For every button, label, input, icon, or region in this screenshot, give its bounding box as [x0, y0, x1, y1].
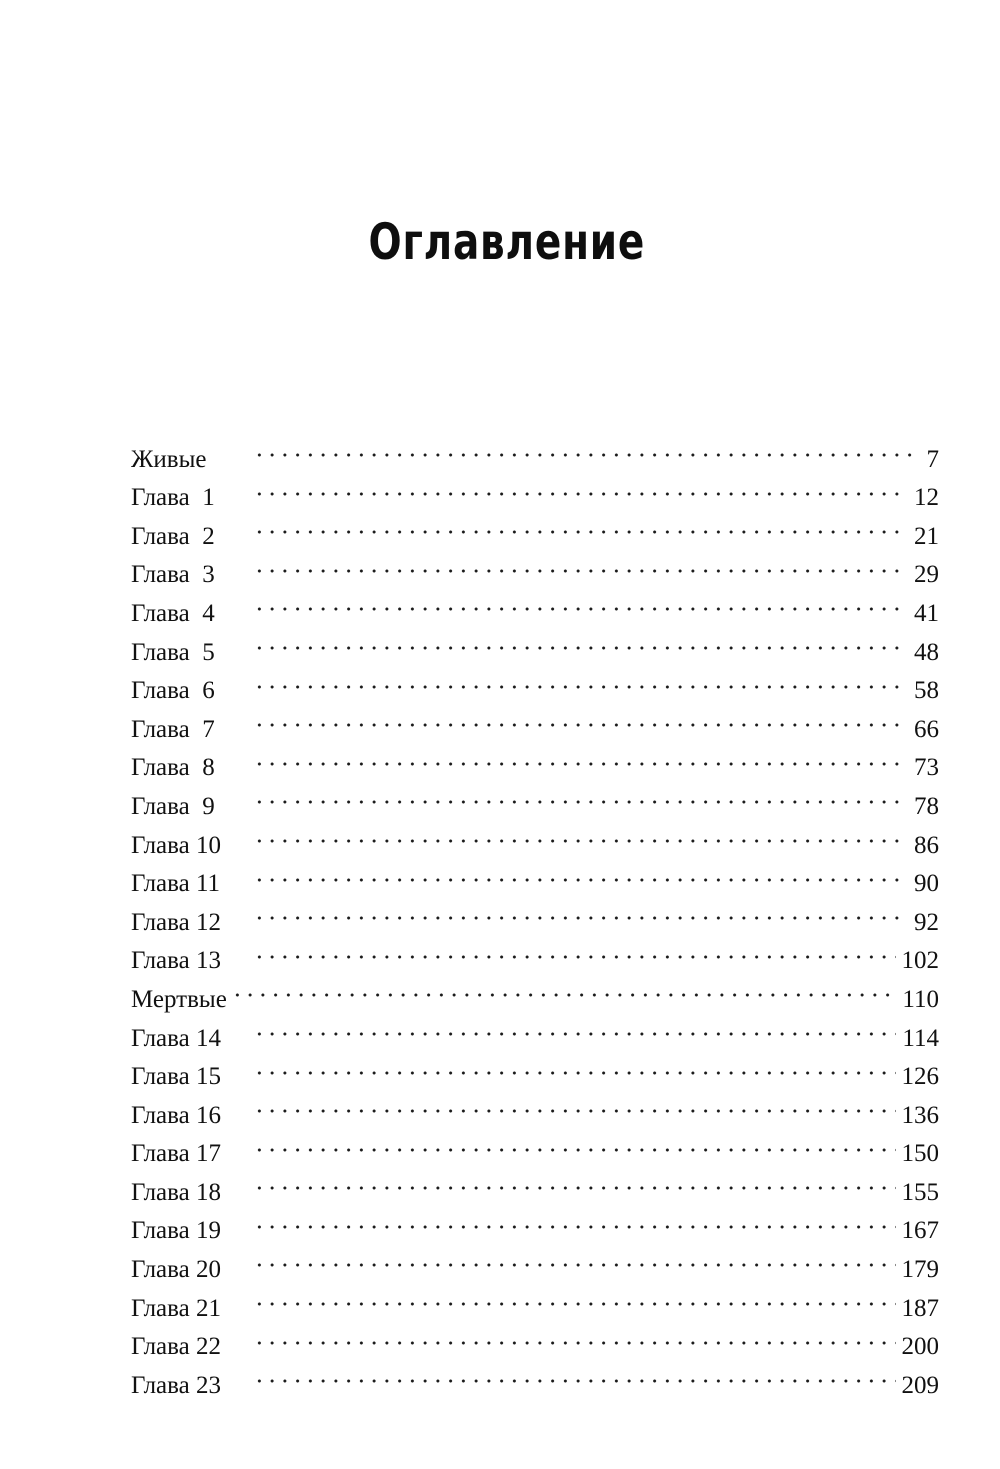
toc-entry[interactable]	[131, 1200, 939, 1245]
toc-page-number: 102	[901, 947, 939, 975]
toc-page-number: 136	[901, 1101, 939, 1129]
toc-entry[interactable]	[131, 582, 939, 627]
toc-dot-leader	[253, 1200, 896, 1239]
toc-dot-leader	[253, 775, 908, 814]
page-title: Оглавление	[368, 212, 646, 271]
toc-entry-label: Глава 14	[131, 1024, 221, 1052]
toc-page-number: 29	[914, 561, 939, 589]
toc-dot-leader	[253, 1277, 896, 1316]
toc-page-number: 167	[901, 1217, 939, 1245]
toc-entry[interactable]	[131, 544, 939, 589]
toc-page-number: 66	[914, 715, 939, 743]
toc-entry[interactable]	[131, 1123, 939, 1168]
toc-dot-leader	[253, 1046, 896, 1085]
toc-entry[interactable]	[131, 1084, 939, 1129]
toc-entry-label: Глава 2	[131, 522, 215, 550]
toc-entry-label: Глава 1	[131, 484, 215, 512]
toc-dot-leader	[231, 968, 897, 1007]
toc-entry[interactable]	[131, 660, 939, 705]
toc-page-number: 86	[914, 831, 939, 859]
toc-entry-label: Глава 20	[131, 1256, 221, 1284]
toc-entry-label: Глава 15	[131, 1063, 221, 1091]
toc-dot-leader	[253, 1161, 896, 1200]
toc-entry[interactable]	[131, 775, 939, 820]
toc-page-number: 126	[901, 1063, 939, 1091]
toc-entry-label: Глава 9	[131, 792, 215, 820]
toc-page-number: 90	[914, 870, 939, 898]
toc-entry[interactable]	[131, 1354, 939, 1399]
toc-dot-leader	[253, 505, 908, 544]
toc-entry-label: Глава 12	[131, 908, 221, 936]
toc-dot-leader	[253, 853, 908, 892]
toc-entry[interactable]	[131, 891, 939, 936]
toc-dot-leader	[253, 1123, 896, 1162]
toc-page-number: 209	[901, 1371, 939, 1399]
toc-page-number: 7	[926, 445, 939, 473]
toc-entry[interactable]	[131, 1046, 939, 1091]
toc-dot-leader	[253, 660, 908, 699]
toc-dot-leader	[253, 891, 908, 930]
toc-entry-label: Глава 22	[131, 1333, 221, 1361]
toc-dot-leader	[253, 698, 908, 737]
toc-dot-leader	[253, 621, 908, 660]
toc-dot-leader	[253, 428, 919, 467]
table-of-contents	[131, 428, 939, 1399]
toc-entry-label: Глава 10	[131, 831, 221, 859]
toc-dot-leader	[253, 1007, 896, 1046]
toc-entry-label: Глава 3	[131, 561, 215, 589]
toc-page-number: 78	[914, 792, 939, 820]
toc-entry-label: Глава 13	[131, 947, 221, 975]
toc-entry[interactable]	[131, 1007, 939, 1052]
toc-entry-label: Глава 16	[131, 1101, 221, 1129]
toc-entry[interactable]	[131, 737, 939, 782]
toc-entry[interactable]	[131, 467, 939, 512]
toc-dot-leader	[253, 582, 908, 621]
toc-dot-leader	[253, 1238, 896, 1277]
toc-page-number: 179	[901, 1256, 939, 1284]
toc-page-number: 58	[914, 677, 939, 705]
toc-entry-label: Глава 11	[131, 870, 221, 898]
toc-entry[interactable]	[131, 428, 939, 473]
toc-entry-label: Глава 7	[131, 715, 215, 743]
toc-page-number: 48	[914, 638, 939, 666]
toc-dot-leader	[253, 544, 908, 583]
toc-page-number: 41	[914, 599, 939, 627]
toc-dot-leader	[253, 814, 908, 853]
toc-entry[interactable]	[131, 621, 939, 666]
toc-entry[interactable]	[131, 930, 939, 975]
toc-entry[interactable]	[131, 1316, 939, 1361]
toc-entry-label: Глава 23	[131, 1371, 221, 1399]
toc-entry[interactable]	[131, 1277, 939, 1322]
toc-entry[interactable]	[131, 814, 939, 859]
toc-entry-label: Живые	[131, 445, 207, 473]
toc-entry[interactable]	[131, 968, 939, 1013]
toc-entry-label: Глава 17	[131, 1140, 221, 1168]
toc-entry-label: Глава 4	[131, 599, 215, 627]
toc-page-number: 114	[902, 1024, 939, 1052]
toc-entry[interactable]	[131, 698, 939, 743]
toc-dot-leader	[253, 1316, 896, 1355]
toc-entry-label: Глава 19	[131, 1217, 221, 1245]
toc-page-number: 73	[914, 754, 939, 782]
toc-page-number: 155	[901, 1178, 939, 1206]
toc-dot-leader	[253, 1084, 896, 1123]
toc-entry-label: Глава 21	[131, 1294, 221, 1322]
toc-dot-leader	[253, 737, 908, 776]
toc-page-number: 200	[901, 1333, 939, 1361]
toc-entry[interactable]	[131, 1161, 939, 1206]
toc-entry[interactable]	[131, 505, 939, 550]
toc-page-number: 21	[914, 522, 939, 550]
toc-page-number: 150	[901, 1140, 939, 1168]
toc-dot-leader	[253, 467, 908, 506]
toc-entry-label: Глава 8	[131, 754, 215, 782]
toc-page-number: 110	[902, 985, 939, 1013]
toc-dot-leader	[253, 930, 896, 969]
toc-entry-label: Глава 6	[131, 677, 215, 705]
toc-page-number: 92	[914, 908, 939, 936]
toc-entry-label: Глава 18	[131, 1178, 221, 1206]
toc-page-number: 12	[914, 484, 939, 512]
toc-entry-label: Глава 5	[131, 638, 215, 666]
toc-entry-label: Мертвые	[131, 985, 227, 1013]
toc-page-number: 187	[901, 1294, 939, 1322]
toc-entry[interactable]	[131, 1238, 939, 1284]
toc-entry[interactable]	[131, 853, 939, 898]
toc-dot-leader	[253, 1354, 896, 1393]
